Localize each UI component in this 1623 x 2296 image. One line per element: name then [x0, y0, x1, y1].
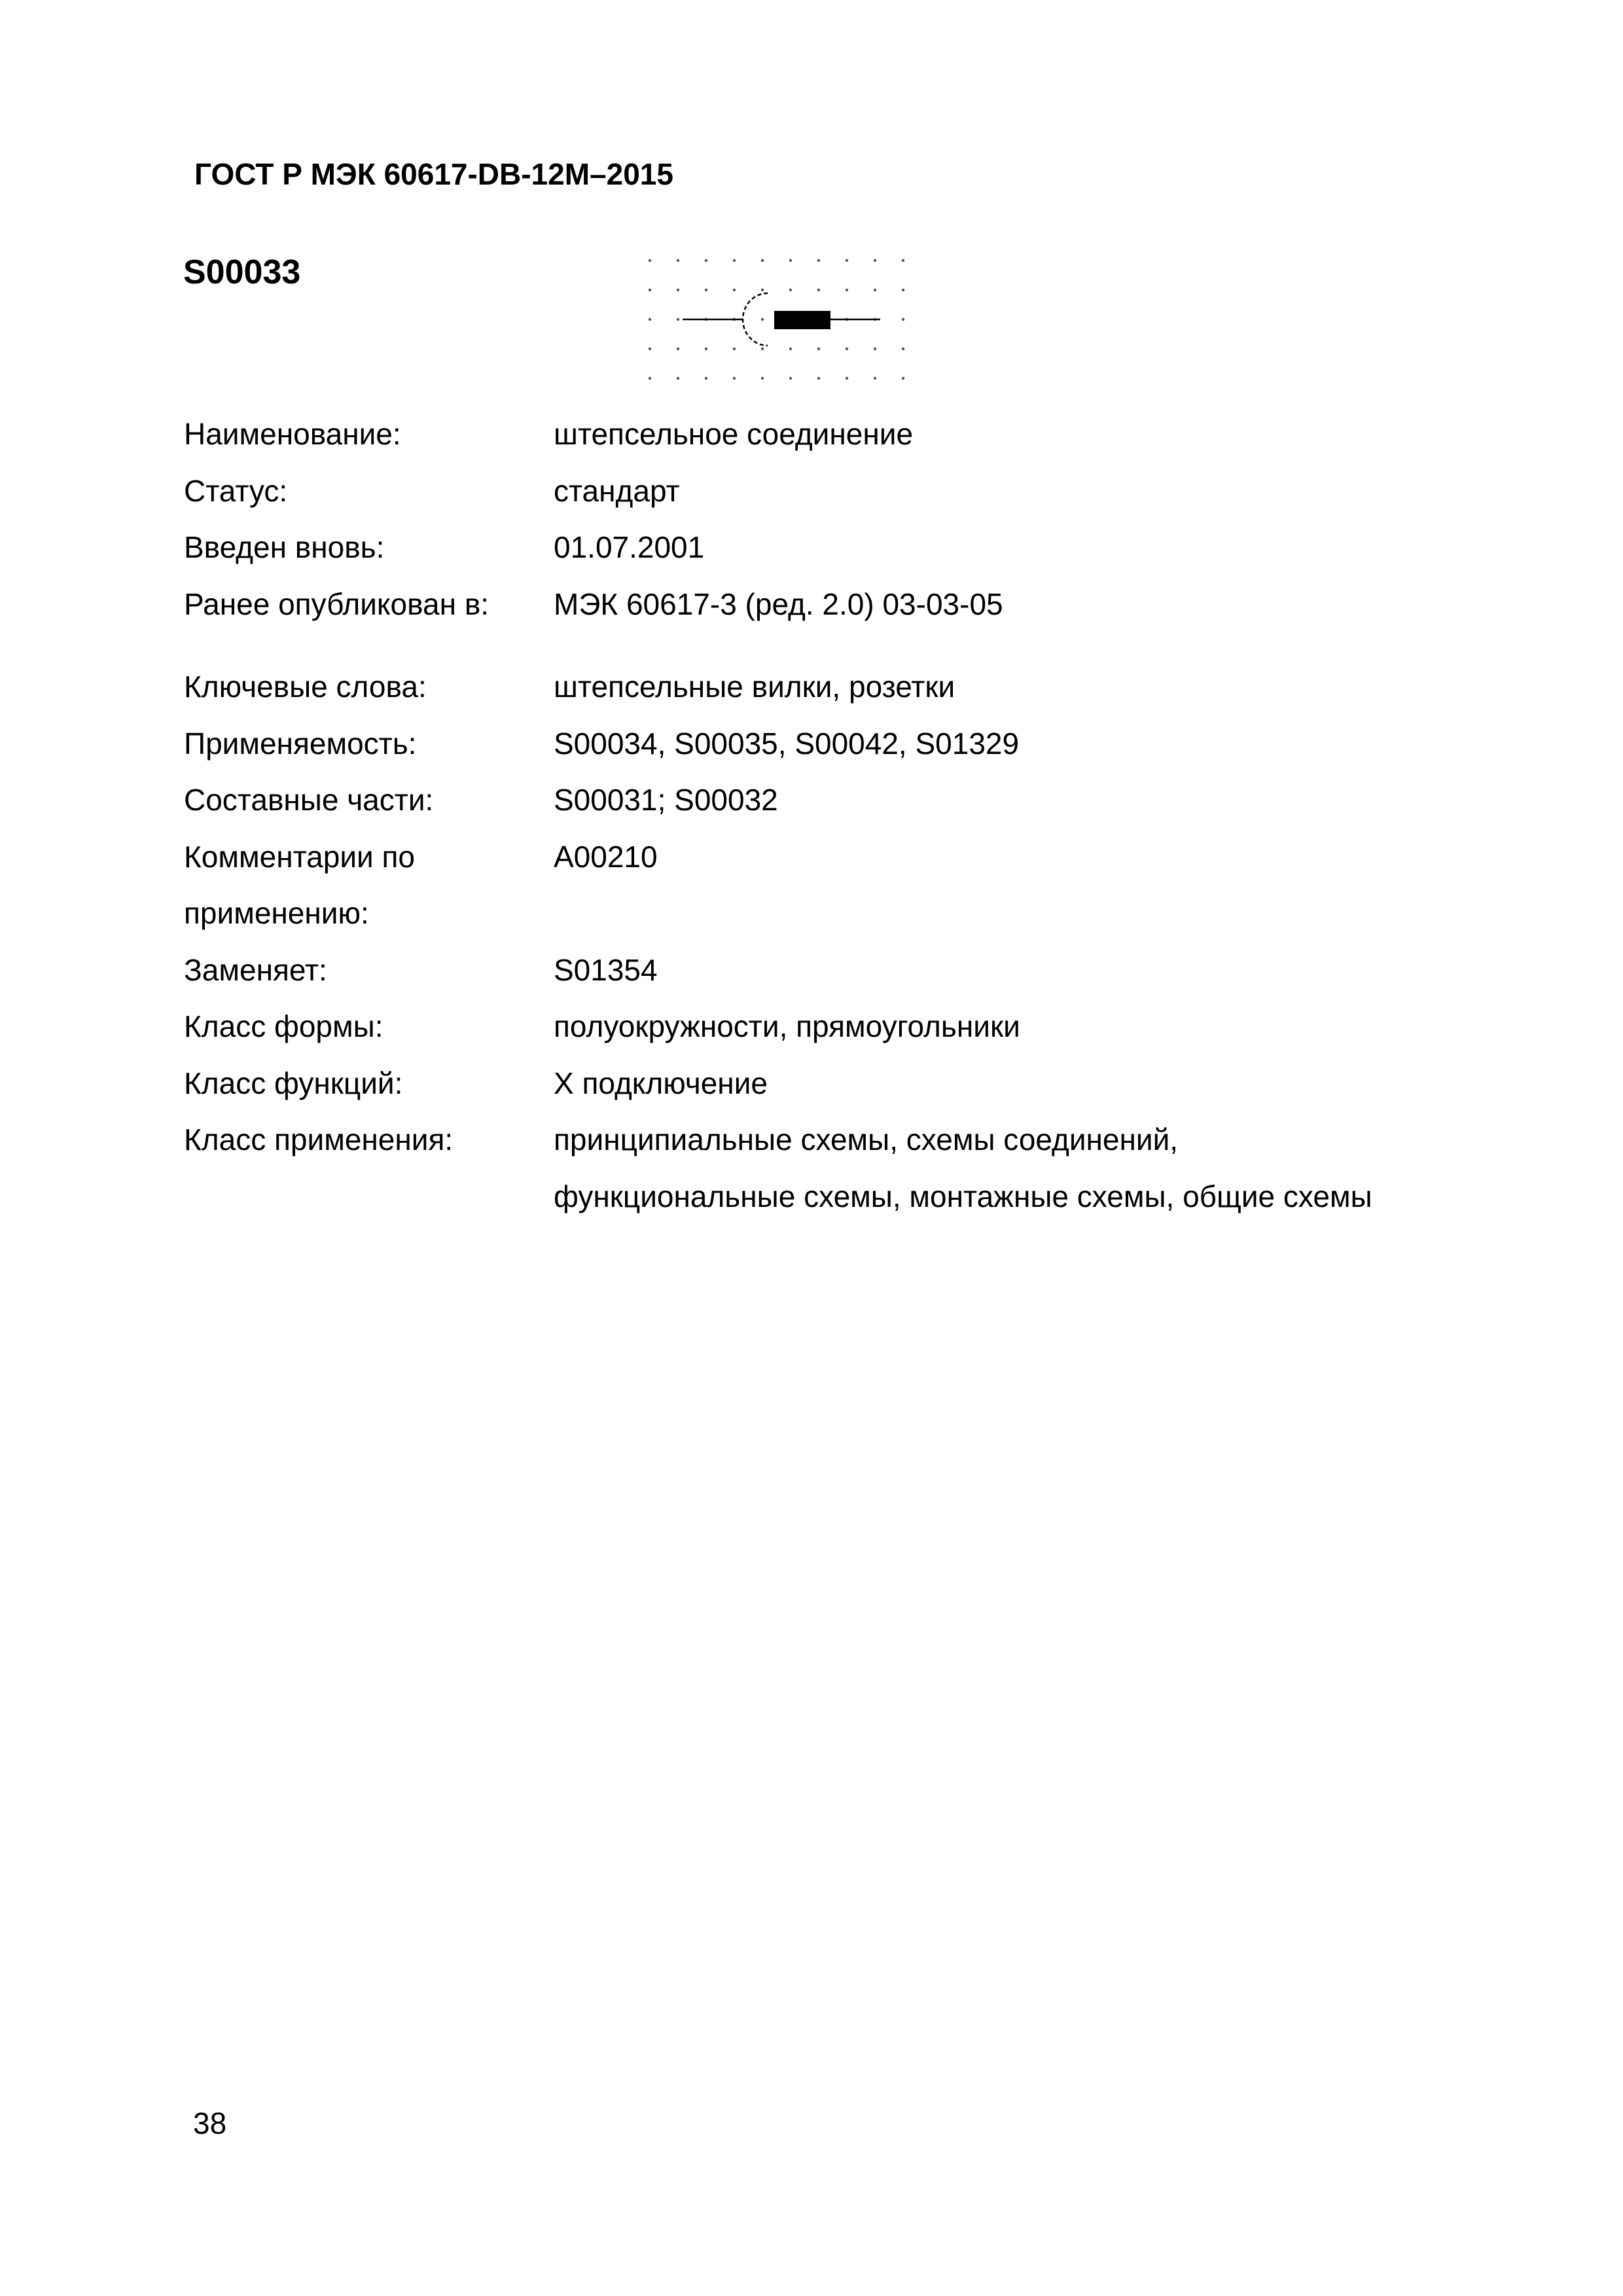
property-value: S01354 [554, 952, 658, 987]
grid-dot [817, 348, 820, 350]
grid-dot [817, 377, 820, 380]
grid-dot [846, 348, 848, 350]
grid-dot [902, 259, 904, 262]
plug-and-socket-symbol [638, 249, 926, 389]
property-value: X подключение [554, 1066, 768, 1100]
grid-dot [761, 318, 764, 321]
property-label: Комментарии по применению: [184, 839, 415, 930]
grid-dot [761, 289, 764, 291]
property-row [184, 1111, 1427, 1225]
grid-dot [649, 377, 651, 380]
grid-dot [789, 289, 792, 291]
property-value: штепсельные вилки, розетки [554, 670, 955, 704]
property-row [184, 998, 1427, 1055]
grid-dot [874, 289, 876, 291]
socket-arc [743, 293, 768, 346]
grid-dot [789, 377, 792, 380]
property-label: Класс формы: [184, 1009, 383, 1043]
grid-dot [677, 318, 679, 321]
grid-dot [789, 348, 792, 350]
property-label: Ранее опубликован в: [184, 586, 490, 621]
property-value: принципиальные схемы, схемы соединений, функциональные схемы, монтажные схемы, общие схемы [554, 1122, 1372, 1213]
property-value: штепсельное соединение [554, 417, 914, 451]
property-row [184, 829, 1427, 942]
property-label: Введен вновь: [184, 530, 385, 564]
grid-dot [705, 259, 707, 262]
property-row [184, 658, 1427, 715]
property-value: S00034, S00035, S00042, S01329 [554, 726, 1020, 761]
property-value: 01.07.2001 [554, 530, 705, 564]
property-label: Ключевые слова: [184, 670, 427, 704]
grid-dot [733, 348, 736, 350]
grid-dot [677, 377, 679, 380]
grid-dot [649, 348, 651, 350]
grid-dot [649, 318, 651, 321]
grid-dot [733, 259, 736, 262]
grid-dot [902, 318, 904, 321]
property-value: A00210 [554, 839, 658, 874]
grid-dot [817, 259, 820, 262]
grid-dot [902, 377, 904, 380]
property-label: Составные части: [184, 783, 434, 817]
grid-dot [705, 289, 707, 291]
grid-dot [874, 377, 876, 380]
grid-dot [846, 259, 848, 262]
grid-dot [649, 289, 651, 291]
property-value: S00031; S00032 [554, 783, 778, 817]
plug-body [774, 311, 830, 329]
grid-dot [761, 348, 764, 350]
property-label: Наименование: [184, 417, 401, 451]
property-row [184, 715, 1427, 772]
property-value: МЭК 60617-3 (ред. 2.0) 03-03-05 [554, 586, 1003, 621]
property-value: стандарт [554, 473, 680, 508]
grid-dot [649, 259, 651, 262]
property-row [184, 519, 1427, 576]
property-label: Класс применения: [184, 1122, 454, 1157]
property-row [184, 406, 1427, 463]
grid-dot [677, 348, 679, 350]
grid-dot [789, 259, 792, 262]
property-label: Заменяет: [184, 952, 327, 987]
grid-dot [761, 259, 764, 262]
grid-dot [705, 377, 707, 380]
grid-dot [874, 259, 876, 262]
property-row [184, 942, 1427, 999]
grid-dot [677, 259, 679, 262]
property-row [184, 463, 1427, 520]
grid-dot [902, 289, 904, 291]
property-value: полуокружности, прямоугольники [554, 1009, 1020, 1043]
grid-dot [705, 348, 707, 350]
property-row [184, 1055, 1427, 1112]
grid-dot [733, 377, 736, 380]
page-number: 38 [193, 2106, 227, 2140]
symbol-code: S00033 [183, 253, 301, 291]
property-label: Применяемость: [184, 726, 417, 761]
grid-dot [761, 377, 764, 380]
properties-table [184, 406, 1427, 1225]
property-label: Класс функций: [184, 1066, 403, 1100]
property-label: Статус: [184, 473, 288, 508]
grid-dot [817, 289, 820, 291]
grid-dot [846, 377, 848, 380]
document-header: ГОСТ Р МЭК 60617-DB-12M–2015 [194, 157, 673, 191]
grid-dot [874, 348, 876, 350]
grid-dot [846, 289, 848, 291]
grid-dot [733, 289, 736, 291]
grid-dot [902, 348, 904, 350]
grid-dot [677, 289, 679, 291]
property-row [184, 576, 1427, 633]
property-row [184, 772, 1427, 829]
